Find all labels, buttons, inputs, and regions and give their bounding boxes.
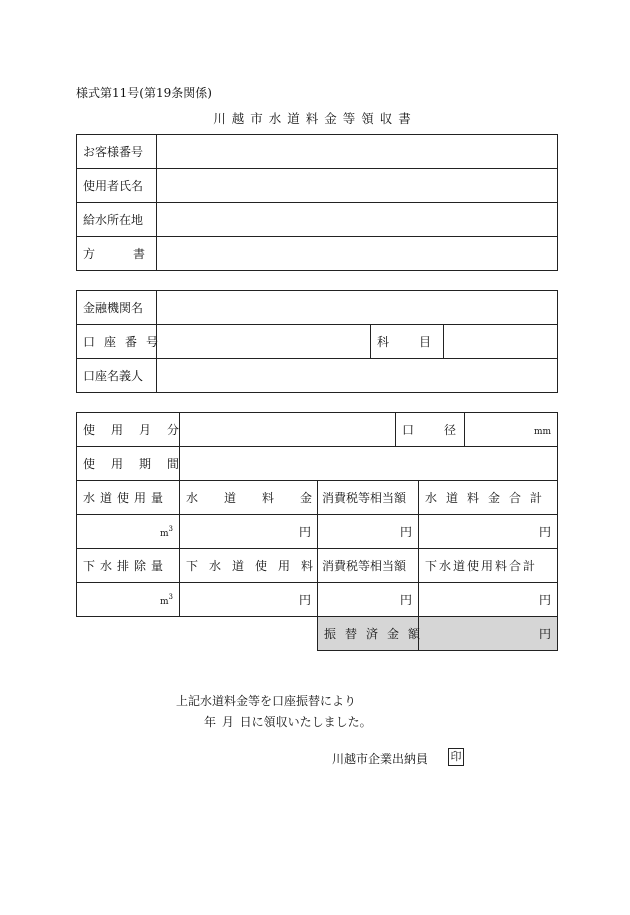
table-row — [77, 515, 558, 549]
water-total-label: 水道料金合計 — [419, 481, 558, 515]
institution-label: 金融機関名 — [77, 291, 157, 325]
user-name-field[interactable] — [157, 169, 558, 203]
account-type-label: 科目 — [371, 325, 444, 359]
statement-line-2: 年 月 日に領収いたしました。 — [204, 715, 372, 729]
sewer-volume-field[interactable] — [77, 583, 180, 617]
water-fee-label: 水道料金 — [180, 481, 318, 515]
water-tax-field[interactable]: 円 — [318, 515, 419, 549]
transfer-total-field[interactable]: 円 — [419, 617, 558, 651]
diameter-unit: mm — [533, 426, 552, 437]
customer-number-field[interactable] — [157, 135, 558, 169]
table-row — [77, 617, 558, 651]
sewer-total-label: 下水道使用料合計 — [419, 549, 558, 583]
table-row — [77, 203, 558, 237]
table-row — [77, 447, 558, 481]
sewer-tax-field[interactable]: 円 — [318, 583, 419, 617]
usage-period-label: 使用期間 — [77, 447, 180, 481]
user-name-label: 使用者氏名 — [77, 169, 157, 203]
customer-table — [76, 134, 558, 271]
account-holder-field[interactable] — [157, 359, 558, 393]
bank-table — [76, 290, 558, 393]
water-fee-field[interactable]: 円 — [180, 515, 318, 549]
supply-address-field[interactable] — [157, 203, 558, 237]
institution-field[interactable] — [157, 291, 558, 325]
volume-unit-sup: 3 — [168, 592, 173, 601]
water-volume-label: 水道使用量 — [77, 481, 180, 515]
page-title: 川越市水道料金等領収書 — [213, 111, 417, 126]
account-holder-label: 口座名義人 — [77, 359, 157, 393]
table-row — [77, 413, 558, 447]
usage-month-field[interactable] — [180, 413, 396, 447]
sewer-volume-label: 下水排除量 — [77, 549, 180, 583]
issuer-name: 川越市企業出納員 — [332, 752, 429, 766]
transfer-total-label: 振替済金額 — [318, 617, 419, 651]
water-tax-label: 消費税等相当額 — [318, 481, 419, 515]
account-number-field[interactable] — [157, 325, 371, 359]
usage-period-field[interactable] — [180, 447, 558, 481]
sewer-fee-field[interactable]: 円 — [180, 583, 318, 617]
table-row — [77, 549, 558, 583]
volume-unit-sup: 3 — [168, 524, 173, 533]
diameter-label: 口径 — [396, 413, 465, 447]
sewer-tax-label: 消費税等相当額 — [318, 549, 419, 583]
sewer-fee-label: 下水道使用料 — [180, 549, 318, 583]
care-of-label: 方書 — [77, 237, 157, 271]
usage-month-label: 使用月分 — [77, 413, 180, 447]
account-number-label: 口座番号 — [77, 325, 157, 359]
water-volume-field[interactable] — [77, 515, 180, 549]
table-row — [77, 481, 558, 515]
volume-unit: m — [159, 596, 169, 607]
table-row — [77, 169, 558, 203]
table-row — [77, 135, 558, 169]
water-total-field[interactable]: 円 — [419, 515, 558, 549]
care-of-field[interactable] — [157, 237, 558, 271]
table-row — [77, 583, 558, 617]
table-row — [77, 291, 558, 325]
customer-number-label: お客様番号 — [77, 135, 157, 169]
supply-address-label: 給水所在地 — [77, 203, 157, 237]
blank-cell — [180, 617, 318, 651]
table-row — [77, 359, 558, 393]
table-row — [77, 237, 558, 271]
table-row — [77, 325, 558, 359]
statement-line-1: 上記水道料金等を口座振替により — [176, 694, 357, 708]
seal-mark: 印 — [448, 748, 464, 766]
usage-table — [76, 412, 558, 651]
blank-cell — [77, 617, 180, 651]
form-reference: 様式第11号(第19条関係) — [76, 86, 212, 100]
volume-unit: m — [159, 528, 169, 539]
sewer-total-field[interactable]: 円 — [419, 583, 558, 617]
